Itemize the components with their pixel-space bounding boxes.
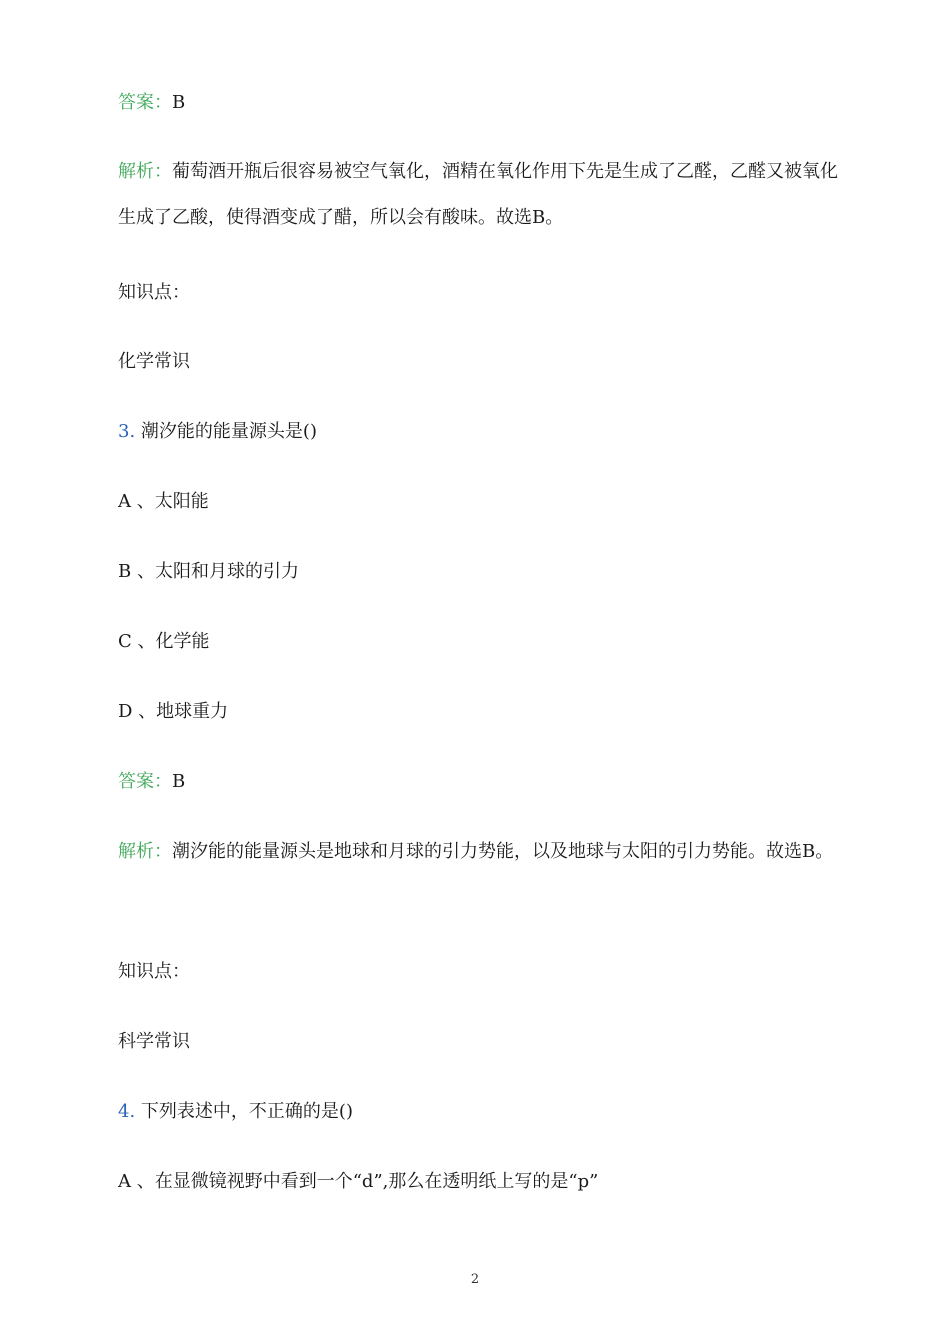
option-text: 地球重力 [156, 701, 229, 722]
option-letter: A [118, 491, 131, 512]
option-text: 化学能 [155, 631, 210, 652]
q2-knowledge-value: 化学常识 [118, 351, 190, 372]
answer-label: 答案： [118, 92, 172, 113]
q2-analysis [118, 149, 838, 241]
q3-analysis [118, 829, 838, 875]
option-sep: 、 [137, 631, 156, 652]
q3-option-b [118, 560, 838, 584]
analysis-text: 潮汐能的能量源头是地球和月球的引力势能，以及地球与太阳的引力势能。故选B。 [172, 841, 834, 862]
option-letter: D [118, 701, 133, 722]
q2-answer [118, 91, 838, 115]
option-sep: 、 [136, 561, 155, 582]
option-text: 太阳能 [154, 491, 209, 512]
question-number-dot: . [129, 1101, 136, 1122]
page-number: 2 [470, 1272, 480, 1287]
option-letter: B [118, 561, 132, 582]
q3-option-c [118, 630, 838, 654]
question-number-dot: . [129, 421, 136, 442]
option-text: 在显微镜视野中看到一个“d”,那么在透明纸上写的是“p” [154, 1171, 599, 1192]
question-text: 潮汐能的能量源头是() [140, 421, 317, 442]
q3-stem [118, 420, 838, 444]
question-number: 3 [118, 421, 130, 442]
q4-option-a [118, 1170, 838, 1194]
q2-knowledge-label: 知识点： [118, 282, 190, 303]
q3-knowledge-value: 科学常识 [118, 1031, 190, 1052]
answer-label: 答案： [118, 771, 172, 792]
analysis-label: 解析： [118, 841, 172, 862]
answer-value: B [172, 771, 186, 792]
question-text: 下列表述中，不正确的是() [140, 1101, 353, 1122]
q3-option-d [118, 700, 838, 724]
q3-answer [118, 770, 838, 794]
analysis-label: 解析： [118, 161, 172, 182]
option-sep: 、 [138, 701, 157, 722]
question-number: 4 [118, 1101, 130, 1122]
analysis-text: 葡萄酒开瓶后很容易被空气氧化，酒精在氧化作用下先是生成了乙醛，乙醛又被氧化生成了乙酸，使得酒变成了醋，所以会有酸味。故选B。 [118, 161, 838, 228]
q3-knowledge-label: 知识点： [118, 961, 190, 982]
answer-value: B [172, 92, 186, 113]
q4-stem [118, 1100, 838, 1124]
option-sep: 、 [136, 491, 155, 512]
option-letter: A [118, 1171, 131, 1192]
option-text: 太阳和月球的引力 [154, 561, 299, 582]
option-letter: C [118, 631, 132, 652]
option-sep: 、 [136, 1171, 155, 1192]
q3-option-a [118, 490, 838, 514]
